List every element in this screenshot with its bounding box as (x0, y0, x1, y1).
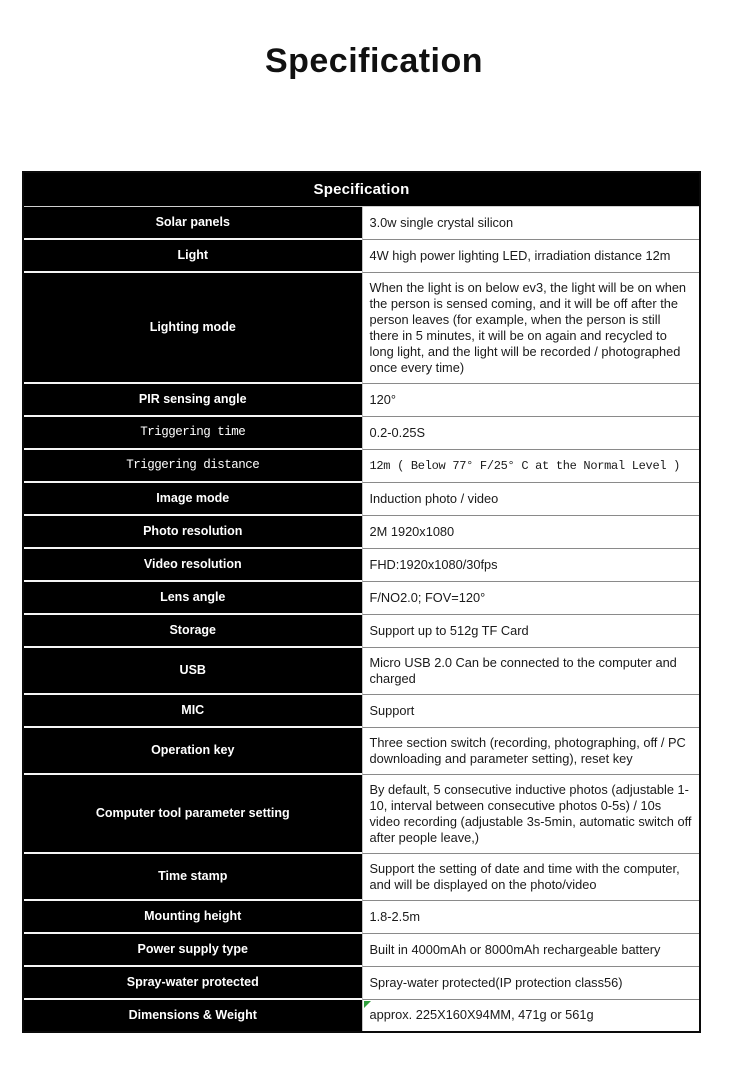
spec-value-cell (362, 728, 700, 775)
spec-label-cell: Computer tool parameter setting (24, 775, 362, 854)
spec-value-text: Induction photo / video (369, 490, 499, 506)
spec-value-cell (362, 775, 700, 854)
spec-value-text: Support up to 512g TF Card (369, 622, 529, 638)
spec-label-cell: Triggering distance (24, 450, 362, 483)
spec-value-text: 2M 1920x1080 (369, 523, 455, 539)
spec-value-cell (362, 582, 700, 615)
spec-value-cell (362, 967, 700, 1000)
spec-header-row (24, 173, 699, 207)
spec-value-cell (362, 207, 700, 240)
table-row (24, 775, 699, 854)
spec-value-cell (362, 549, 700, 582)
table-row (24, 483, 699, 516)
spec-table-title: Specification (24, 173, 699, 207)
spec-value-cell (362, 615, 700, 648)
spec-table-body (24, 207, 699, 1031)
spec-label-cell: Spray-water protected (24, 967, 362, 1000)
table-row (24, 273, 699, 384)
spec-label-cell: Time stamp (24, 854, 362, 901)
spec-label-cell: Solar panels (24, 207, 362, 240)
spec-label-cell: Photo resolution (24, 516, 362, 549)
spec-value-text: 120° (369, 391, 396, 407)
spec-value-cell (362, 854, 700, 901)
spec-value-cell (362, 483, 700, 516)
page-title: Specification (264, 42, 484, 80)
spec-value-text: 0.2-0.25S (369, 424, 425, 440)
spec-value-text: Support the setting of date and time with the computer, and will be displayed on the photo/video (369, 860, 680, 892)
table-row (24, 582, 699, 615)
spec-value-text: Spray-water protected(IP protection class56) (369, 974, 623, 990)
table-row (24, 728, 699, 775)
spec-label-cell: Power supply type (24, 934, 362, 967)
spec-label-cell: USB (24, 648, 362, 695)
spec-value-text: 4W high power lighting LED, irradiation distance 12m (369, 247, 671, 263)
spec-value-cell (362, 384, 700, 417)
spec-value-cell (362, 1000, 700, 1031)
spec-value-text: approx. 225X160X94MM, 471g or 561g (369, 1007, 594, 1022)
spec-value-cell (362, 240, 700, 273)
table-row (24, 1000, 699, 1031)
spec-label-cell: Operation key (24, 728, 362, 775)
spec-value-cell (362, 934, 700, 967)
cell-corner-marker-icon (364, 1001, 371, 1008)
spec-table (22, 171, 701, 1033)
spec-value-text: FHD:1920x1080/30fps (369, 556, 498, 572)
spec-label-cell: Mounting height (24, 901, 362, 934)
spec-label-cell: Dimensions & Weight (24, 1000, 362, 1031)
spec-label-cell: Lens angle (24, 582, 362, 615)
spec-value-text: Support (369, 702, 415, 718)
spec-label-cell: Image mode (24, 483, 362, 516)
spec-label-cell: Storage (24, 615, 362, 648)
spec-value-text: By default, 5 consecutive inductive photos (adjustable 1-10, interval between consecutive photos 0-5s) / 10s video recording (adjustable 3s-5min, automatic switch off after people leave,) (369, 781, 692, 845)
table-row (24, 240, 699, 273)
table-row (24, 901, 699, 934)
spec-label-cell: MIC (24, 695, 362, 728)
table-row (24, 384, 699, 417)
spec-table-head (24, 173, 699, 207)
spec-value-cell (362, 648, 700, 695)
spec-value-text: Built in 4000mAh or 8000mAh rechargeable battery (369, 941, 661, 957)
spec-label-cell: Triggering time (24, 417, 362, 450)
table-row (24, 615, 699, 648)
spec-label-cell: Video resolution (24, 549, 362, 582)
table-row (24, 417, 699, 450)
spec-label-cell: Lighting mode (24, 273, 362, 384)
spec-value-text: F/NO2.0; FOV=120° (369, 589, 486, 605)
spec-value-cell (362, 450, 700, 483)
table-row (24, 967, 699, 1000)
table-row (24, 207, 699, 240)
spec-value-cell (362, 417, 700, 450)
spec-value-cell (362, 516, 700, 549)
table-row (24, 934, 699, 967)
spec-value-text: Micro USB 2.0 Can be connected to the computer and charged (369, 654, 677, 686)
spec-value-text: 3.0w single crystal silicon (369, 214, 514, 230)
table-row (24, 648, 699, 695)
spec-value-text: Three section switch (recording, photographing, off / PC downloading and parameter setting), reset key (369, 734, 686, 766)
spec-label-cell: PIR sensing angle (24, 384, 362, 417)
spec-value-text: 12m ( Below 77° F/25° C at the Normal Level ) (369, 458, 681, 473)
spec-value-cell (362, 695, 700, 728)
spec-table-container (22, 171, 701, 1033)
table-row (24, 516, 699, 549)
table-row (24, 450, 699, 483)
spec-value-text: When the light is on below ev3, the light will be on when the person is sensed coming, and it will be off after the person leaves (for example, when the person is still there in 5 minutes, it will be on again and recycled to long light, and the light will be recorded / photographed once every time) (369, 279, 687, 375)
spec-value-text: 1.8-2.5m (369, 908, 421, 924)
table-row (24, 854, 699, 901)
spec-value-cell (362, 901, 700, 934)
table-row (24, 549, 699, 582)
table-row (24, 695, 699, 728)
spec-label-cell: Light (24, 240, 362, 273)
spec-value-cell (362, 273, 700, 384)
